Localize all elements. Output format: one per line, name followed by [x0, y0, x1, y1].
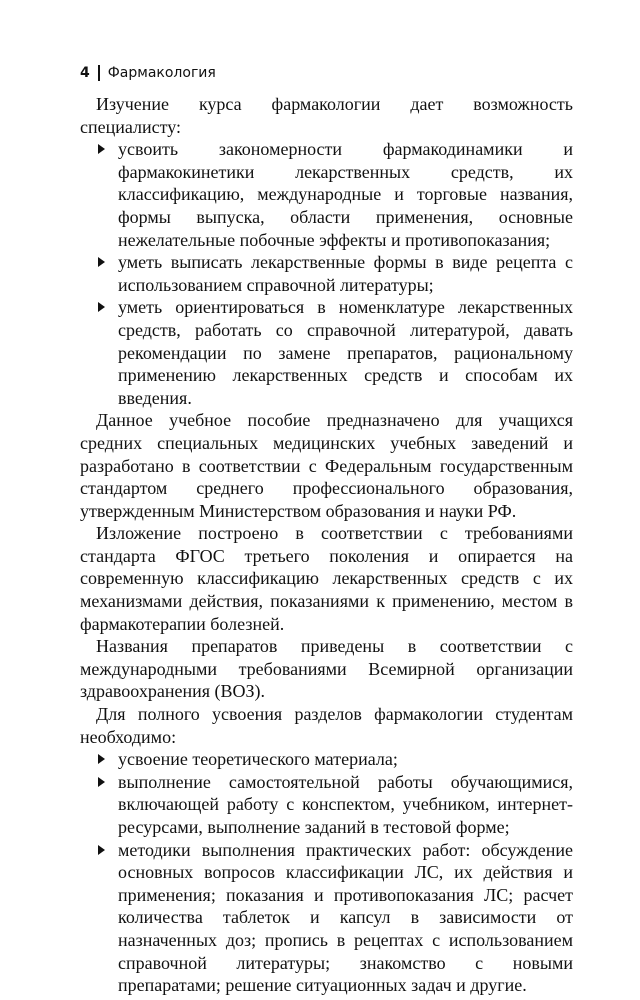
book-page [80, 62, 573, 997]
bullet-arrow-icon [98, 777, 105, 787]
list-item-text: уметь выписать лекарственные формы в виде рецепта с использованием справочной литературы; [118, 252, 573, 295]
list-item-text: выполнение самостоятельной работы обучающимися, включающей работу с конспектом, учебником, интернет-ресурсами, выполнение заданий в тестовой форме; [118, 771, 573, 837]
bullet-arrow-icon [98, 144, 105, 154]
intro-paragraph: Изучение курса фармакологии дает возможность специалисту: [80, 94, 573, 137]
header-divider [98, 65, 100, 81]
list-item-text: уметь ориентироваться в номенклатуре лекарственных средств, работать со справочной литературой, давать рекомендации по замене препаратов, рациональному применению лекарственных средств и способам их введения. [118, 297, 573, 408]
body-paragraph: Изложение построено в соответствии с требованиями стандарта ФГОС третьего поколения и опирается на современную классификацию лекарственных средств с их механизмами действия, показаниями к применению, местом в фармакотерапии болезней. [80, 523, 573, 634]
bullet-arrow-icon [98, 257, 105, 267]
body-paragraph: Данное учебное пособие предназначено для учащихся средних специальных медицинских учебных заведений и разработано в соответствии с Федеральным государственным стандартом среднего профессионального образования, утвержденным Министерством образования и науки РФ. [80, 410, 573, 521]
page-number: 4 [80, 65, 90, 81]
list-item [80, 771, 573, 839]
list-item [80, 296, 573, 409]
list-item-text: методики выполнения практических работ: обсуждение основных вопросов классификации ЛС, их действия и применения; показания и противопоказания ЛС; расчет количества таблеток и капсул в зависимости от назначенных доз; пропись в рецептах с использованием справочной литературы; знакомство с новыми препаратами; решение ситуационных задач и другие. [118, 839, 573, 996]
bullet-arrow-icon [98, 845, 105, 855]
list-item [80, 138, 573, 251]
list-item-text: усвоение теоретического материала; [118, 749, 398, 770]
list-item [80, 748, 573, 771]
list-item [80, 251, 573, 296]
section-title: Фармакология [107, 65, 216, 81]
requirements-list [80, 748, 573, 997]
list-item-text: усвоить закономерности фармакодинамики и фармакокинетики лекарственных средств, их классификацию, международные и торговые названия, формы выпуска, области применения, основные нежелательные побочные эффекты и противопоказания; [118, 139, 573, 250]
body-paragraph: Названия препаратов приведены в соответствии с международными требованиями Всемирной организации здравоохранения (ВОЗ). [80, 636, 573, 702]
running-header [80, 62, 573, 84]
body-paragraph: Для полного усвоения разделов фармакологии студентам необходимо: [80, 704, 573, 747]
bullet-arrow-icon [98, 754, 105, 764]
bullet-arrow-icon [98, 302, 105, 312]
list-item [80, 839, 573, 997]
goals-list [80, 138, 573, 409]
